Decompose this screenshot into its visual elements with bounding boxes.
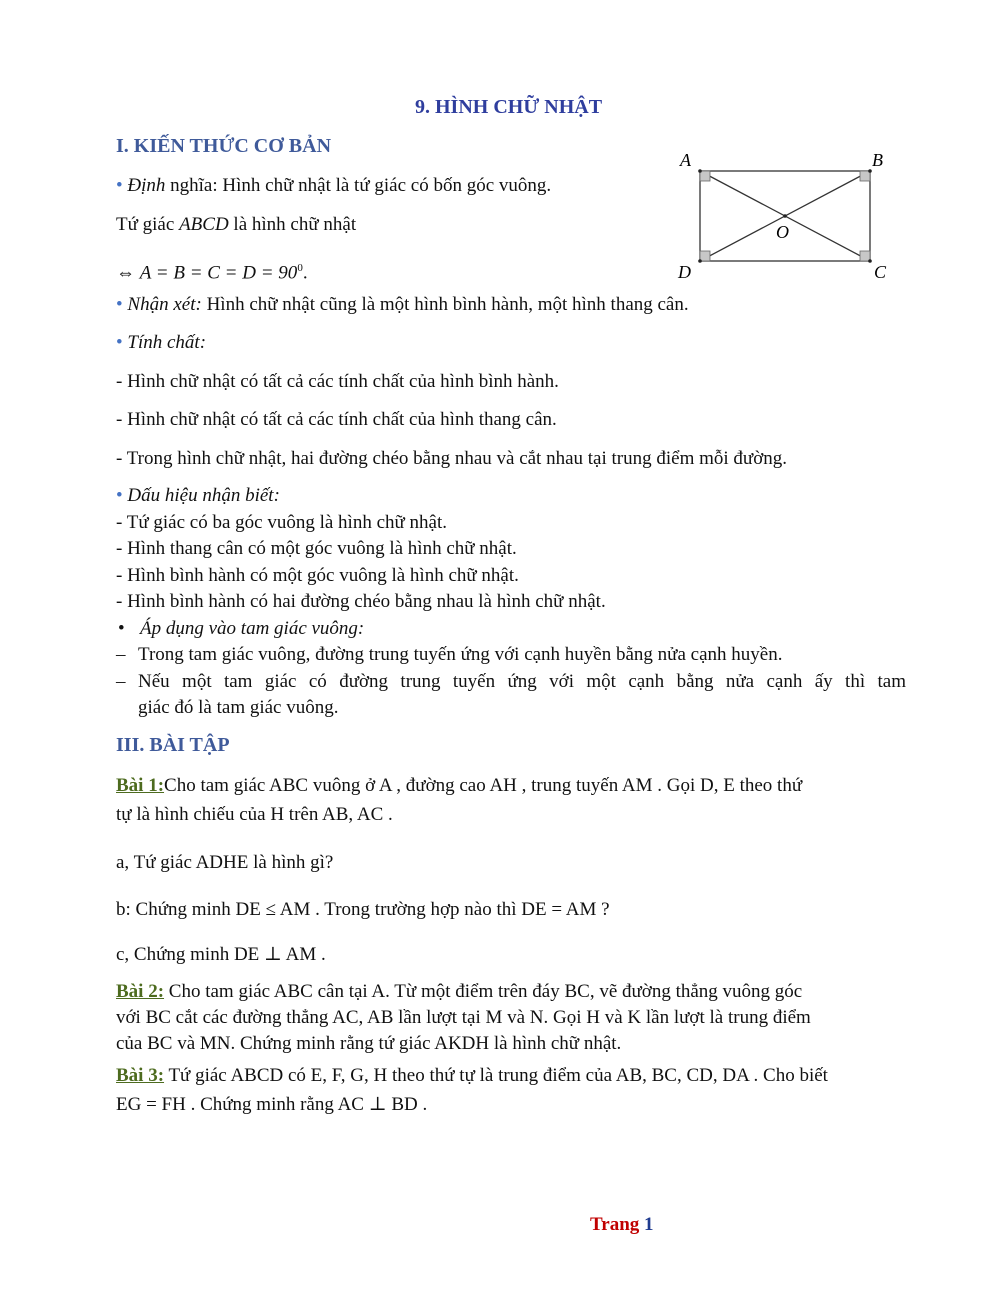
page-title: 9. HÌNH CHỮ NHẬT [415, 96, 603, 118]
exercise-1-text: Cho tam giác ABC vuông ở A , đường cao AH , trung tuyến AM . Gọi D, E theo thứ [164, 775, 803, 796]
right-angle-mark-b [860, 171, 870, 181]
apply-item-1-text: Trong tam giác vuông, đường trung tuyến ứng với cạnh huyền bằng nửa cạnh huyền. [138, 644, 783, 665]
angle-equation: A = B = C = D = 90 [139, 262, 298, 284]
dash-icon: – [116, 671, 126, 692]
exercise-1-part-a: a, Tứ giác ADHE là hình gì? [116, 852, 334, 873]
equivalence-symbol: ⇔ [116, 262, 135, 284]
sign-item: - Hình bình hành có hai đường chéo bằng nhau là hình chữ nhật. [116, 591, 606, 612]
sign-item: - Hình bình hành có một góc vuông là hình chữ nhật. [116, 565, 519, 586]
exercise-1-part-b: b: Chứng minh DE ≤ AM . Trong trường hợp nào thì DE = AM ? [116, 899, 610, 920]
apply-item-2 [116, 670, 906, 694]
right-angle-mark-d [700, 251, 710, 261]
exercise-1-line-1 [116, 774, 802, 798]
degree-superscript: 0 [297, 262, 303, 274]
remark-line [116, 293, 689, 317]
definition-line2-math: ABCD [179, 214, 229, 235]
definition-label-rest: nghĩa: [165, 175, 218, 196]
definition-line2-post: là hình chữ nhật [228, 214, 357, 235]
exercise-3-text: Tứ giác ABCD có E, F, G, H theo thứ tự là trung điểm của AB, BC, CD, DA . Cho biết [164, 1065, 828, 1086]
remark-text: Hình chữ nhật cũng là một hình bình hành, một hình thang cân. [201, 294, 689, 315]
signs-label: Dấu hiệu nhận biết: [127, 485, 280, 506]
page-word: Trang [590, 1214, 640, 1235]
remark-label: Nhận xét: [127, 294, 202, 315]
page-number [590, 1214, 654, 1236]
vertex-label-d: D [678, 262, 691, 282]
page-number-value: 1 [644, 1214, 654, 1235]
apply-item-2-line1: Nếu một tam giác có đường trung tuyến ứng với một cạnh bằng nửa cạnh ấy thì tam [138, 671, 906, 692]
exercise-3-line-2: EG = FH . Chứng minh rằng AC ⊥ BD . [116, 1094, 428, 1115]
bullet-icon: • [116, 175, 123, 196]
properties-label: Tính chất: [127, 332, 207, 353]
section-heading-exercises: III. BÀI TẬP [116, 734, 230, 756]
exercise-2-label: Bài 2: [116, 981, 165, 1002]
apply-label: Áp dụng vào tam giác vuông: [140, 618, 365, 639]
definition-label: Định [127, 175, 166, 196]
exercise-2-text: Cho tam giác ABC cân tại A. Từ một điểm trên đáy BC, vẽ đường thẳng vuông góc [164, 981, 803, 1002]
apply-item-1 [116, 643, 782, 667]
exercise-1-line-2: tự là hình chiếu của H trên AB, AC . [116, 804, 393, 825]
exercise-1-label: Bài 1: [116, 775, 165, 796]
definition-text: Hình chữ nhật là tứ giác có bốn góc vuông. [217, 175, 552, 196]
exercise-3-label: Bài 3: [116, 1065, 165, 1086]
exercise-2-line-2: với BC cắt các đường thẳng AC, AB lần lượt tại M và N. Gọi H và K lần lượt là trung điểm [116, 1007, 811, 1028]
equation-end: . [302, 262, 308, 284]
bullet-icon: • [116, 485, 123, 506]
apply-item-2-line2: giác đó là tam giác vuông. [138, 697, 339, 718]
rectangle-figure [670, 145, 900, 290]
exercise-3-line-1 [116, 1064, 828, 1088]
dash-icon: – [116, 644, 126, 665]
right-angle-mark-a [700, 171, 710, 181]
signs-heading [116, 484, 280, 508]
bullet-icon: • [116, 294, 123, 315]
definition-line [116, 174, 551, 198]
definition-line2-pre: Tứ giác [116, 214, 180, 235]
bullet-icon: • [118, 618, 125, 639]
property-item: - Hình chữ nhật có tất cả các tính chất của hình bình hành. [116, 371, 559, 392]
apply-heading [118, 617, 364, 641]
vertex-label-a: A [680, 150, 691, 170]
exercise-1-part-c: c, Chứng minh DE ⊥ AM . [116, 944, 326, 965]
property-item: - Trong hình chữ nhật, hai đường chéo bằng nhau và cắt nhau tại trung điểm mỗi đường. [116, 448, 788, 469]
vertex-label-b: B [872, 150, 883, 170]
section-heading-basics: I. KIẾN THỨC CƠ BẢN [116, 135, 332, 157]
definition-line-3 [116, 256, 308, 285]
exercise-2-line-3: của BC và MN. Chứng minh rằng tứ giác AKDH là hình chữ nhật. [116, 1033, 622, 1054]
bullet-icon: • [116, 332, 123, 353]
properties-heading [116, 331, 206, 355]
right-angle-mark-c [860, 251, 870, 261]
definition-line-2 [116, 213, 356, 237]
sign-item: - Tứ giác có ba góc vuông là hình chữ nhật. [116, 512, 448, 533]
center-label-o: O [776, 222, 789, 242]
property-item: - Hình chữ nhật có tất cả các tính chất của hình thang cân. [116, 409, 557, 430]
exercise-2-line-1 [116, 980, 802, 1004]
sign-item: - Hình thang cân có một góc vuông là hình chữ nhật. [116, 538, 517, 559]
vertex-label-c: C [874, 262, 887, 282]
